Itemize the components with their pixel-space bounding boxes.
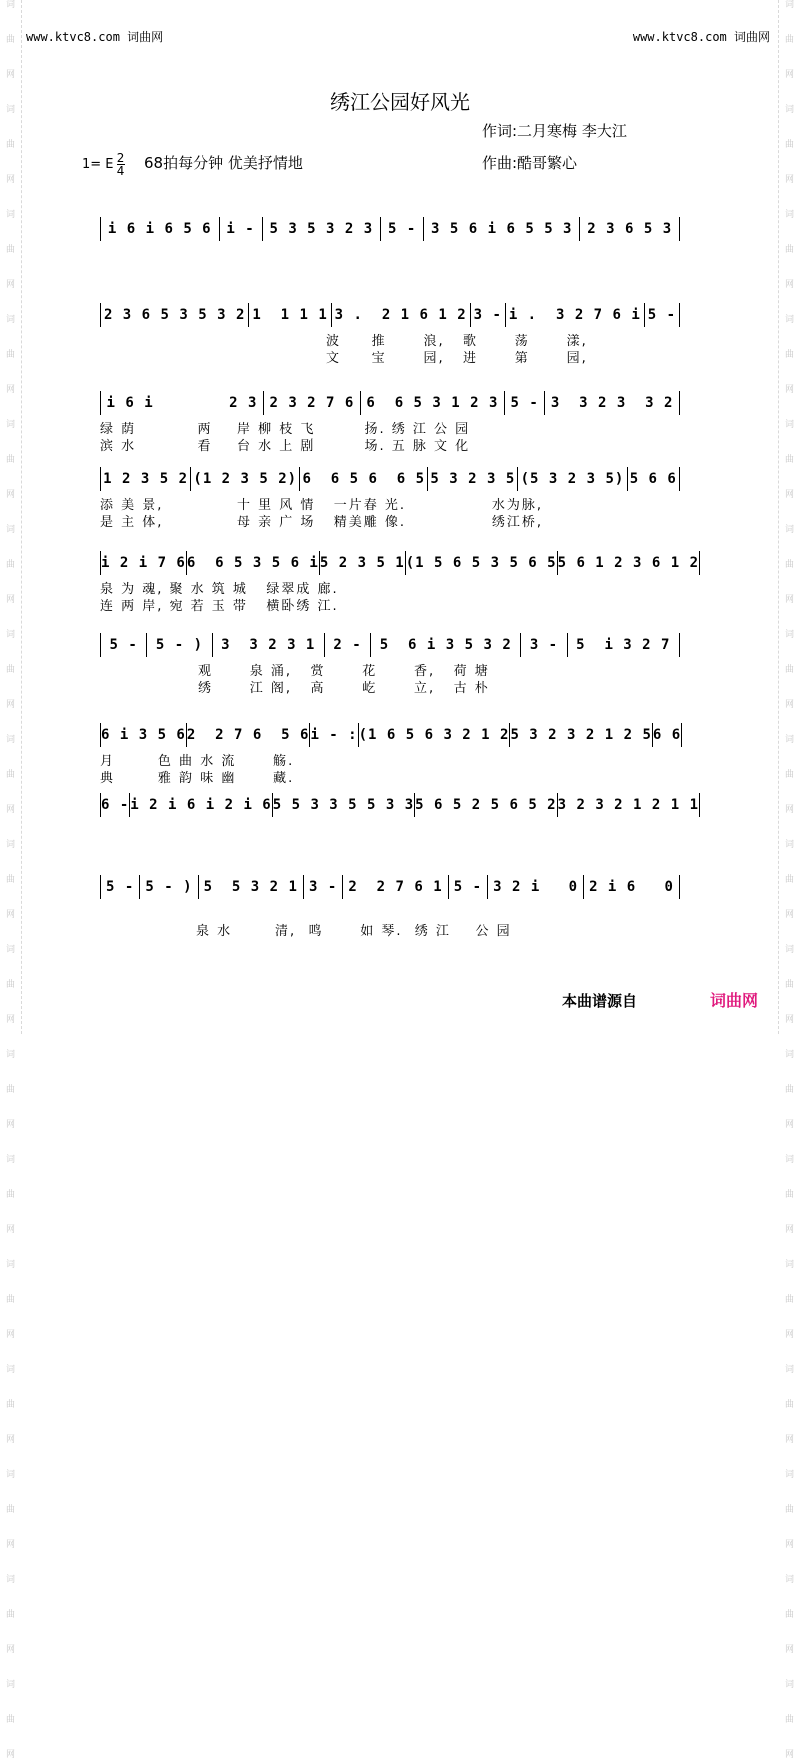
tempo-marking: 68拍每分钟 优美抒情地: [144, 154, 303, 172]
measure: 6 6 5 3 5 6 i: [186, 555, 319, 571]
measure: 2 2 7 6 5 6: [186, 727, 310, 743]
watermark-glyph: 网: [784, 175, 794, 185]
measure: i . 3 2 7 6 i: [508, 307, 641, 323]
watermark-glyph: 曲: [5, 245, 15, 255]
watermark-glyph: 网: [784, 1120, 794, 1130]
left-gutter: [0, 0, 22, 1760]
watermark-glyph: 网: [784, 1645, 794, 1655]
watermark-glyph: 曲: [784, 560, 794, 570]
time-bottom: 4: [116, 164, 125, 178]
measure: (1 5 6 5 3 5 6 5: [405, 555, 557, 571]
lyric-line-4-verse-2: 是 主 体, 母 亲 广 场 精美雕 像. 绣江桥,: [100, 515, 544, 530]
watermark-glyph: 词: [5, 105, 15, 115]
lyric-line-5-verse-1: 泉 为 魂, 聚 水 筑 城 绿翠成 廊.: [100, 582, 339, 597]
measure: 5 -: [510, 395, 539, 411]
watermark-glyph: 曲: [5, 1295, 15, 1305]
watermark-glyph: 词: [5, 0, 15, 10]
watermark-glyph: 曲: [784, 350, 794, 360]
watermark-glyph: 网: [5, 385, 15, 395]
watermark-glyph: 曲: [5, 665, 15, 675]
song-title: 绣江公园好风光: [330, 90, 470, 114]
watermark-glyph: 词: [5, 315, 15, 325]
score-line-9: [100, 874, 680, 900]
lyric-line-7-verse-1: 月 色 曲 水 流 觞.: [100, 754, 295, 769]
watermark-glyph: 网: [784, 1540, 794, 1550]
lyric-line-2-verse-1: 波 推 浪, 歌 荡 漾,: [326, 334, 588, 349]
watermark-glyph: 曲: [784, 245, 794, 255]
watermark-glyph: 曲: [5, 1400, 15, 1410]
watermark-glyph: 网: [5, 1330, 15, 1340]
watermark-glyph: 曲: [784, 35, 794, 45]
watermark-glyph: 网: [5, 595, 15, 605]
measure: 3 -: [529, 637, 559, 653]
watermark-glyph: 网: [784, 385, 794, 395]
watermark-glyph: 词: [784, 420, 794, 430]
watermark-glyph: 曲: [5, 455, 15, 465]
watermark-glyph: 网: [5, 1015, 15, 1025]
watermark-glyph: 网: [784, 700, 794, 710]
measure: 3 2 3 2 1 2 1 1: [557, 797, 700, 813]
watermark-glyph: 词: [784, 210, 794, 220]
watermark-glyph: 词: [784, 105, 794, 115]
watermark-column-left: [0, 0, 21, 1760]
watermark-glyph: 网: [784, 1225, 794, 1235]
measure: (1 6 5 6 3 2 1 2: [358, 727, 510, 743]
measure: 3 3 2 3 1: [221, 637, 316, 653]
watermark-glyph: 网: [5, 700, 15, 710]
measure: 3 5 6 i 6 5 5 3: [431, 221, 573, 237]
watermark-glyph: 曲: [5, 1610, 15, 1620]
bar-line: [679, 217, 680, 241]
lyric-line-3-verse-1: 绿 荫 两 岸 柳 枝 飞 扬. 绣 江 公 园: [100, 422, 471, 437]
footer-logo[interactable]: 词曲网: [710, 991, 759, 1010]
watermark-glyph: 词: [784, 525, 794, 535]
watermark-glyph: 曲: [784, 1085, 794, 1095]
watermark-glyph: 网: [784, 70, 794, 80]
score-line-6: [100, 632, 680, 658]
site-url-right[interactable]: www.ktvc8.com 词曲网: [632, 30, 770, 44]
measure: 5 -: [647, 307, 677, 323]
watermark-glyph: 词: [5, 1260, 15, 1270]
time-top: 2: [116, 151, 125, 165]
measure: 5 3 2 3 2 1 2 5: [510, 727, 652, 743]
measure: 3 3 2 3 3 2: [550, 395, 674, 411]
measure: 2 3 6 5 3 5 3 2: [103, 307, 246, 323]
score-line-7: [100, 722, 680, 748]
watermark-glyph: 曲: [784, 1190, 794, 1200]
bar-line: [679, 391, 680, 415]
watermark-glyph: 词: [5, 1155, 15, 1165]
watermark-glyph: 曲: [5, 875, 15, 885]
key-signature: [82, 152, 125, 177]
watermark-glyph: 网: [784, 490, 794, 500]
measure: (1 2 3 5 2): [193, 471, 298, 487]
measure: i 6 i 2 3: [106, 395, 258, 411]
footer-source-text: 本曲谱源自: [562, 992, 638, 1010]
watermark-glyph: 词: [784, 1680, 794, 1690]
watermark-glyph: 词: [784, 840, 794, 850]
watermark-glyph: 曲: [784, 875, 794, 885]
measure: 3 2 i 0: [493, 879, 578, 895]
watermark-glyph: 网: [5, 1540, 15, 1550]
lyric-line-9-verse-1: 泉 水 清, 鸣 如 琴. 绣 江 公 园: [196, 924, 512, 939]
measure: 5 5 3 3 5 5 3 3: [272, 797, 415, 813]
watermark-glyph: 词: [784, 1470, 794, 1480]
bar-line: [681, 723, 682, 747]
measure: i - :: [310, 727, 358, 743]
watermark-column-right: [779, 0, 800, 1760]
lyric-line-7-verse-2: 典 雅 韵 味 幽 藏.: [100, 771, 295, 786]
measure: i -: [226, 221, 255, 237]
bar-line: [679, 303, 680, 327]
watermark-glyph: 网: [784, 805, 794, 815]
watermark-glyph: 曲: [784, 455, 794, 465]
bar-line: [699, 551, 700, 575]
measure: 5 -: [387, 221, 417, 237]
score-line-4: [100, 466, 680, 492]
score-line-8: [100, 792, 700, 818]
measure: 6 6 5 6 6 5: [302, 471, 426, 487]
watermark-glyph: 词: [784, 315, 794, 325]
measure: 2 -: [333, 637, 362, 653]
measure: 6 i 3 5 6: [101, 727, 186, 743]
watermark-glyph: 网: [784, 280, 794, 290]
watermark-glyph: 曲: [784, 1610, 794, 1620]
measure: 6 -: [101, 797, 130, 813]
watermark-glyph: 词: [5, 1365, 15, 1375]
score-line-2: [100, 302, 680, 328]
watermark-glyph: 词: [784, 1575, 794, 1585]
lyricist-credit: 作词:二月寒梅 李大江: [482, 122, 627, 140]
lyric-line-3-verse-2: 滨 水 看 台 水 上 剧 场. 五 脉 文 化: [100, 439, 471, 454]
watermark-glyph: 网: [784, 1750, 794, 1760]
lyric-line-6-verse-1: 观 泉 涌, 赏 花 香, 荷 塘: [198, 664, 490, 679]
measure: 5 6 i 3 5 3 2: [379, 637, 512, 653]
key-label: 1= E: [82, 157, 114, 172]
watermark-glyph: 词: [5, 1680, 15, 1690]
measure: 5 6 5 2 5 6 5 2: [415, 797, 557, 813]
watermark-glyph: 网: [5, 805, 15, 815]
watermark-glyph: 词: [5, 630, 15, 640]
watermark-glyph: 词: [784, 1260, 794, 1270]
composer-credit: 作曲:酷哥繁心: [482, 154, 578, 172]
measure: i 2 i 7 6: [101, 555, 186, 571]
bar-line: [679, 467, 680, 491]
measure: 5 5 3 2 1: [203, 879, 298, 895]
lyric-line-6-verse-2: 绣 江 阁, 高 屹 立, 古 朴: [198, 681, 490, 696]
measure: 1 1 1 1: [252, 307, 328, 323]
watermark-glyph: 词: [784, 0, 794, 10]
watermark-glyph: 网: [5, 280, 15, 290]
measure: 3 -: [309, 879, 338, 895]
lyric-line-2-verse-2: 文 宝 园, 进 第 园,: [326, 351, 588, 366]
watermark-glyph: 曲: [784, 140, 794, 150]
watermark-glyph: 曲: [5, 35, 15, 45]
watermark-glyph: 词: [5, 525, 15, 535]
watermark-glyph: 词: [5, 1575, 15, 1585]
bar-line: [679, 875, 680, 899]
measure: 2 3 6 5 3: [587, 221, 673, 237]
measure: 5 i 3 2 7: [576, 637, 671, 653]
measure: 5 6 1 2 3 6 1 2: [557, 555, 700, 571]
bar-line: [679, 633, 680, 657]
watermark-glyph: 词: [5, 945, 15, 955]
watermark-glyph: 词: [5, 210, 15, 220]
score-line-5: [100, 550, 700, 576]
watermark-glyph: 词: [784, 1050, 794, 1060]
watermark-glyph: 网: [784, 910, 794, 920]
measure: 5 -: [106, 879, 135, 895]
watermark-glyph: 曲: [5, 350, 15, 360]
right-gutter: [778, 0, 800, 1760]
watermark-glyph: 词: [784, 1155, 794, 1165]
watermark-glyph: 曲: [784, 1715, 794, 1725]
watermark-glyph: 曲: [784, 1295, 794, 1305]
watermark-glyph: 网: [5, 1645, 15, 1655]
time-signature: [117, 152, 125, 177]
watermark-glyph: 词: [5, 1050, 15, 1060]
site-url-left[interactable]: www.ktvc8.com 词曲网: [26, 30, 164, 44]
watermark-glyph: 网: [5, 1120, 15, 1130]
watermark-glyph: 网: [784, 1015, 794, 1025]
measure: 5 3 2 3 5: [430, 471, 516, 487]
watermark-glyph: 曲: [5, 560, 15, 570]
watermark-glyph: 词: [5, 735, 15, 745]
watermark-glyph: 曲: [5, 1715, 15, 1725]
lyric-line-5-verse-2: 连 两 岸, 宛 若 玉 带 横卧绣 江.: [100, 599, 339, 614]
watermark-glyph: 词: [5, 1470, 15, 1480]
measure: 5 - ): [155, 637, 204, 653]
measure: 6 6 5 3 1 2 3: [366, 395, 499, 411]
score-line-1: [100, 216, 680, 242]
watermark-glyph: 曲: [784, 665, 794, 675]
watermark-glyph: 网: [5, 910, 15, 920]
measure: (5 3 2 3 5): [520, 471, 625, 487]
watermark-glyph: 网: [784, 595, 794, 605]
watermark-glyph: 曲: [5, 1190, 15, 1200]
measure: 2 3 2 7 6: [269, 395, 355, 411]
watermark-glyph: 词: [784, 735, 794, 745]
measure: 5 2 3 5 1: [319, 555, 405, 571]
measure: i 2 i 6 i 2 i 6: [130, 797, 272, 813]
measure: 2 2 7 6 1: [348, 879, 443, 895]
measure: 2 i 6 0: [589, 879, 674, 895]
watermark-glyph: 网: [5, 70, 15, 80]
watermark-glyph: 曲: [5, 980, 15, 990]
watermark-glyph: 词: [784, 630, 794, 640]
watermark-glyph: 词: [5, 840, 15, 850]
measure: 5 -: [109, 637, 138, 653]
watermark-glyph: 网: [784, 1330, 794, 1340]
watermark-glyph: 词: [784, 945, 794, 955]
watermark-glyph: 网: [5, 1225, 15, 1235]
watermark-glyph: 词: [5, 420, 15, 430]
bar-line: [699, 793, 700, 817]
score-line-3: [100, 390, 680, 416]
watermark-glyph: 网: [5, 1750, 15, 1760]
watermark-glyph: 曲: [5, 140, 15, 150]
measure: 5 -: [453, 879, 483, 895]
watermark-glyph: 曲: [784, 980, 794, 990]
measure: 6 6: [652, 727, 682, 743]
measure: 3 . 2 1 6 1 2: [334, 307, 467, 323]
measure: i 6 i 6 5 6: [107, 221, 212, 237]
watermark-glyph: 网: [5, 490, 15, 500]
measure: 5 - ): [145, 879, 193, 895]
watermark-glyph: 曲: [784, 770, 794, 780]
measure: 5 3 5 3 2 3: [269, 221, 374, 237]
watermark-glyph: 网: [5, 1435, 15, 1445]
measure: 3 -: [473, 307, 502, 323]
watermark-glyph: 曲: [5, 1085, 15, 1095]
watermark-glyph: 网: [784, 1435, 794, 1445]
watermark-glyph: 曲: [5, 1505, 15, 1515]
watermark-glyph: 曲: [784, 1400, 794, 1410]
watermark-glyph: 曲: [5, 770, 15, 780]
measure: 5 6 6: [629, 471, 677, 487]
measure: 1 2 3 5 2: [103, 471, 189, 487]
watermark-glyph: 词: [784, 1365, 794, 1375]
lyric-line-4-verse-1: 添 美 景, 十 里 风 情 一片春 光. 水为脉,: [100, 498, 544, 513]
watermark-glyph: 曲: [784, 1505, 794, 1515]
watermark-glyph: 网: [5, 175, 15, 185]
